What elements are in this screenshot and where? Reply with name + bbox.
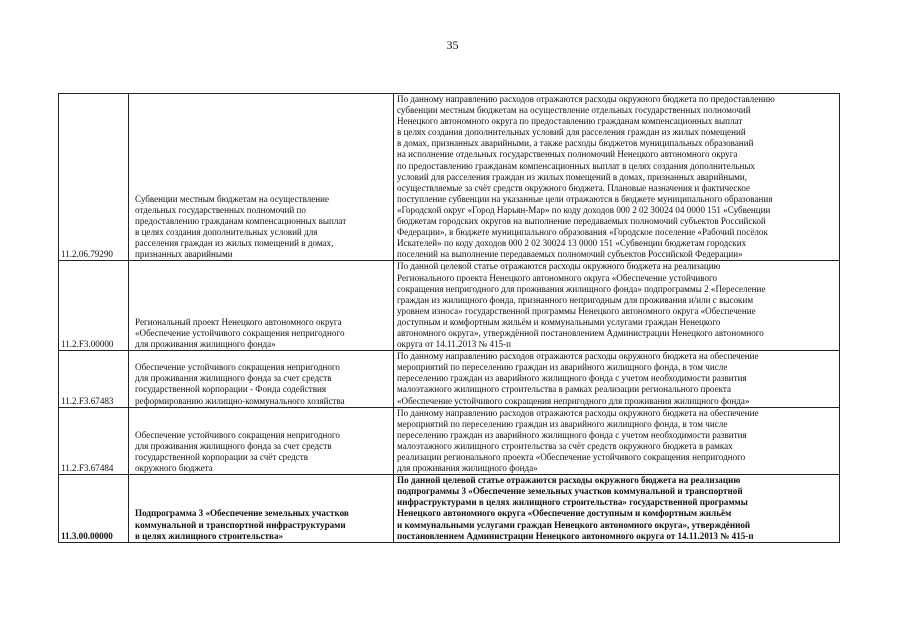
target-article-name bbox=[129, 261, 394, 351]
page-number: 35 bbox=[446, 38, 459, 52]
name-line: расселения граждан из жилых помещений в домах, bbox=[135, 238, 334, 249]
description-line: По данному направлению расходов отражаются расходы окружного бюджета на обеспечение bbox=[397, 407, 759, 418]
name-line: признанных аварийными bbox=[135, 249, 233, 260]
target-article-description bbox=[394, 94, 840, 261]
name-line: предоставлению гражданам компенсационных выплат bbox=[135, 216, 347, 227]
target-article-name bbox=[129, 475, 394, 543]
description-line: переселению граждан из аварийного жилищного фонда с учетом необходимости развития bbox=[397, 429, 747, 440]
name-line: для проживания жилищного фонда» bbox=[135, 339, 276, 350]
target-article-description bbox=[394, 475, 840, 543]
target-article-code: 11.2.F3.67483 bbox=[59, 351, 129, 407]
target-article-code: 11.2.F3.00000 bbox=[59, 261, 129, 351]
name-line: отдельных государственных полномочий по bbox=[135, 204, 306, 215]
target-article-code: 11.2.F3.67484 bbox=[59, 407, 129, 475]
name-line: для проживания жилищного фонда за счет средств bbox=[135, 440, 332, 451]
description-line: автономного округа», утверждённой постановлением Администрации Ненецкого автономного bbox=[397, 327, 764, 338]
target-article-code: 11.2.06.79290 bbox=[59, 94, 129, 261]
description-line: По данному направлению расходов отражаются расходы окружного бюджета на обеспечение bbox=[397, 351, 759, 362]
description-line: поступление субвенции на указанные цели отражаются в бюджете муниципального образования bbox=[397, 193, 773, 204]
table-row bbox=[59, 475, 840, 543]
target-article-description bbox=[394, 261, 840, 351]
description-line: Федерации», в бюджете муниципального образования «Городское поселение «Рабочий посёлок bbox=[397, 227, 768, 238]
table-row bbox=[59, 261, 840, 351]
description-line: Искателей» по коду доходов 000 2 02 30024 13 0000 151 «Субвенции бюджетам городских bbox=[397, 238, 747, 249]
description-line: в целях создания дополнительных условий для расселения граждан из жилых помещений bbox=[397, 127, 746, 138]
description-line: бюджетам городских округов на выполнение передаваемых полномочий субъектов Российской bbox=[397, 216, 766, 227]
description-line: поселений на выполнение передаваемых полномочий субъектов Российской Федерации» bbox=[397, 249, 743, 260]
description-line: осуществляемые за счёт средств окружного бюджета. Плановые назначения и фактическое bbox=[397, 182, 751, 193]
description-line: сокращения непригодного для проживания жилищного фонда» подпрограммы 2 «Переселение bbox=[397, 283, 766, 294]
description-line: на исполнение отдельных государственных полномочий Ненецкого автономного округа bbox=[397, 149, 738, 160]
description-line: в домах, признанных аварийными, а также расходы бюджетов муниципальных образований bbox=[397, 138, 754, 149]
description-line: для проживания жилищного фонда» bbox=[397, 463, 538, 474]
description-line: и коммунальными услугами граждан Ненецкого автономного округа», утверждённой bbox=[397, 519, 751, 530]
target-article-code: 11.3.00.00000 bbox=[59, 475, 129, 543]
table-row bbox=[59, 351, 840, 407]
description-line: По данной целевой статье отражаются расходы окружного бюджета на реализацию bbox=[397, 261, 721, 272]
description-line: По данному направлению расходов отражаются расходы окружного бюджета по предоставлению bbox=[397, 94, 775, 104]
description-line: уровнем износа» государственной программы Ненецкого автономного округа «Обеспечение bbox=[397, 305, 756, 316]
description-line: доступным и комфортным жильём и коммунальными услугами граждан Ненецкого bbox=[397, 316, 721, 327]
description-line: по предоставлению гражданам компенсационных выплат в целях создания дополнительных bbox=[397, 160, 755, 171]
description-line: граждан из жилищного фонда, признанного непригодным для проживания и/или с высоким bbox=[397, 294, 754, 305]
description-line: мероприятий по переселению граждан из аварийного жилищного фонда, в том числе bbox=[397, 418, 728, 429]
name-line: в целях жилищного строительства» bbox=[135, 530, 284, 541]
name-line: реформированию жилищно-коммунального хозяйства bbox=[135, 395, 345, 406]
target-article-description bbox=[394, 351, 840, 407]
description-line: подпрограммы 3 «Обеспечение земельных участков коммунальной и транспортной bbox=[397, 486, 743, 497]
description-line: малоэтажного жилищного строительства в рамках реализации регионального проекта bbox=[397, 384, 732, 395]
name-line: Обеспечение устойчивого сокращения непригодного bbox=[135, 362, 340, 373]
name-line: Подпрограмма 3 «Обеспечение земельных участков bbox=[135, 508, 349, 519]
budget-classification-table bbox=[58, 93, 840, 543]
name-line: коммунальной и транспортной инфраструктурами bbox=[135, 519, 346, 530]
description-line: постановлением Администрации Ненецкого автономного округа от 14.11.2013 № 415-п bbox=[397, 530, 754, 541]
name-line: «Обеспечение устойчивого сокращения непригодного bbox=[135, 327, 345, 338]
name-line: для проживания жилищного фонда за счет средств bbox=[135, 373, 332, 384]
target-article-name bbox=[129, 407, 394, 475]
description-line: «Обеспечение устойчивого сокращения непригодного для проживания жилищного фонда» bbox=[397, 395, 750, 406]
description-line: Регионального проекта Ненецкого автономного округа «Обеспечение устойчивого bbox=[397, 272, 718, 283]
target-article-description bbox=[394, 407, 840, 475]
description-line: малоэтажного жилищного строительства за счёт средств окружного бюджета в рамках bbox=[397, 440, 733, 451]
description-line: переселению граждан из аварийного жилищного фонда с учетом необходимости развития bbox=[397, 373, 747, 384]
description-line: субвенции местным бюджетам на осуществление отдельных государственных полномочий bbox=[397, 105, 751, 116]
name-line: в целях создания дополнительных условий для bbox=[135, 227, 318, 238]
name-line: Региональный проект Ненецкого автономного округа bbox=[135, 316, 342, 327]
description-line: условий для расселения граждан из жилых помещений в домах, признанных аварийными, bbox=[397, 171, 748, 182]
name-line: Обеспечение устойчивого сокращения непригодного bbox=[135, 429, 340, 440]
target-article-name bbox=[129, 94, 394, 261]
description-line: округа от 14.11.2013 № 415-п bbox=[397, 339, 511, 350]
table-row bbox=[59, 94, 840, 261]
name-line: государственной корпорации - Фонда содействия bbox=[135, 384, 327, 395]
description-line: По данной целевой статье отражаются расходы окружного бюджета на реализацию bbox=[397, 475, 741, 486]
description-line: реализации регионального проекта «Обеспечение устойчивого сокращения непригодного bbox=[397, 452, 746, 462]
description-line: Ненецкого автономного округа «Обеспечение доступным и комфортным жильём bbox=[397, 508, 732, 519]
description-line: «Городской округ «Город Нарьян-Мар» по коду доходов 000 2 02 30024 04 0000 151 «Субвенции bbox=[397, 204, 771, 215]
target-article-name bbox=[129, 351, 394, 407]
table-row bbox=[59, 407, 840, 475]
description-line: Ненецкого автономного округа по предоставлению гражданам компенсационных выплат bbox=[397, 116, 743, 127]
name-line: окружного бюджета bbox=[135, 463, 213, 474]
description-line: инфраструктурами в целях жилищного строительства» государственной программы bbox=[397, 497, 748, 508]
name-line: государственной корпорации за счёт средств bbox=[135, 452, 309, 462]
description-line: мероприятий по переселению граждан из аварийного жилищного фонда, в том числе bbox=[397, 362, 728, 373]
name-line: Субвенции местным бюджетам на осуществление bbox=[135, 193, 330, 204]
